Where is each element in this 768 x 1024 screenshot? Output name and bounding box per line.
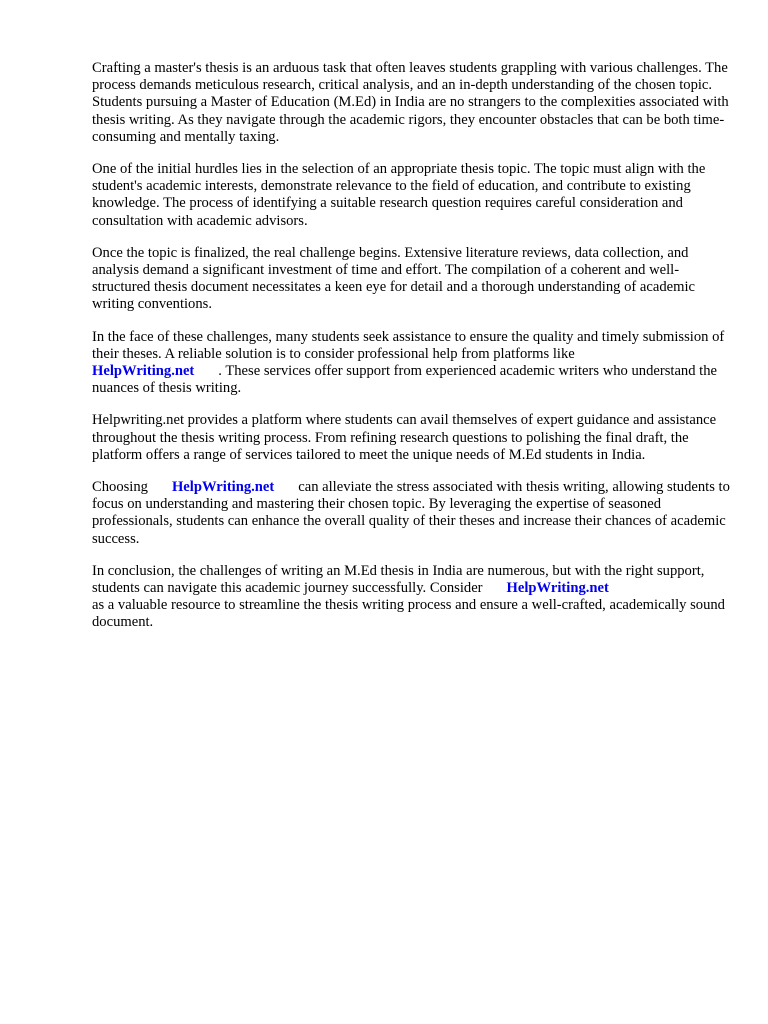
paragraph-text: In the face of these challenges, many students seek assistance to ensure the quality and timely submission of their theses. A reliable solution is to consider professional help from platforms like	[92, 328, 725, 362]
paragraph-research-challenge: Once the topic is finalized, the real challenge begins. Extensive literature reviews, data collection, and analysis demand a significant investment of time and effort. The compilation of a coherent and well-structured thesis document necessitates a keen eye for detail and a thorough understanding of academic writing conventions.	[92, 244, 695, 313]
document-page	[92, 60, 732, 647]
paragraph-seeking-assistance	[92, 329, 732, 398]
paragraph-topic-selection: One of the initial hurdles lies in the selection of an appropriate thesis topic. The topic must align with the student's academic interests, demonstrate relevance to the field of education, and contribute to existing knowledge. The process of identifying a suitable research question requires careful consideration and consultation with academic advisors.	[92, 161, 706, 229]
paragraph-intro: Crafting a master's thesis is an arduous task that often leaves students grappling with various challenges. The process demands meticulous research, critical analysis, and an in-depth understanding of the chosen topic. Students pursuing a Master of Education (M.Ed) in India are no strangers to the complexities associated with thesis writing. As they navigate through the academic rigors, they encounter obstacles that can be both time-consuming and mentally taxing.	[92, 60, 729, 145]
paragraph-text: In conclusion, the challenges of writing an M.Ed thesis in India are numerous, but with the right support, students can navigate this academic journey successfully. Consider	[92, 562, 705, 597]
paragraph-conclusion	[92, 563, 732, 632]
helpwriting-link[interactable]: HelpWriting.net	[171, 479, 275, 496]
paragraph-text: can alleviate the stress associated with thesis writing, allowing students to focus on understanding and mastering their chosen topic. By leveraging the expertise of seasoned professionals, students can enhance the overall quality of their theses and increase their chances of academic success.	[92, 479, 730, 547]
paragraph-text: . These services offer support from experienced academic writers who understand the nuances of thesis writing.	[92, 363, 717, 397]
paragraph-text: as a valuable resource to streamline the thesis writing process and ensure a well-crafted, academically sound document.	[92, 597, 725, 631]
helpwriting-link[interactable]: HelpWriting.net	[506, 580, 609, 597]
paragraph-choosing	[92, 479, 732, 548]
paragraph-text: Choosing	[92, 479, 148, 496]
paragraph-platform-description: Helpwriting.net provides a platform where students can avail themselves of expert guidance and assistance throughout the thesis writing process. From refining research questions to polishing the final draft, the platform offers a range of services tailored to meet the unique needs of M.Ed students in India.	[92, 412, 717, 463]
helpwriting-link[interactable]: HelpWriting.net	[92, 363, 195, 380]
